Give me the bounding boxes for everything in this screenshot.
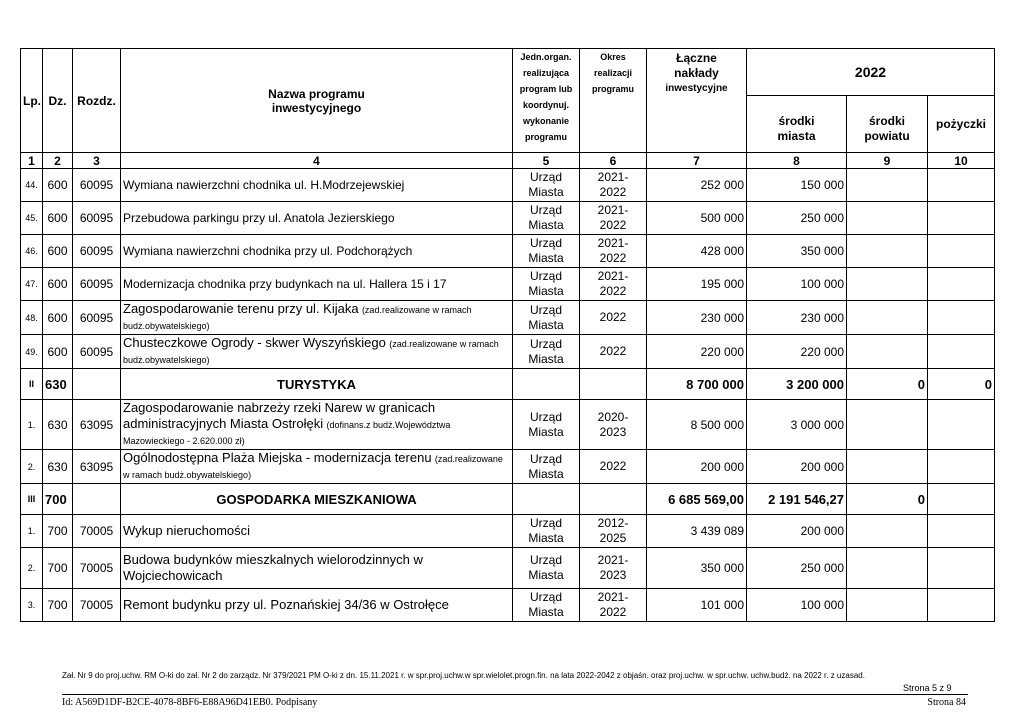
row-lp: 48. [21,301,43,335]
row-laczne: 8 700 000 [647,369,747,400]
row-lp: 49. [21,335,43,369]
row-name [121,400,513,450]
table-row [21,335,995,369]
row-dz: 600 [43,335,73,369]
row-okres: 2022 [580,335,647,369]
row-pozyczki [928,169,995,202]
program-note: (zad.realizowane w ramach budż.obywatelskiego) [123,339,499,365]
row-pozyczki [928,484,995,515]
row-pozyczki: 0 [928,369,995,400]
row-okres: 2021- 2023 [580,548,647,589]
program-name: Zagospodarowanie nabrzeży rzeki Narew w granicach administracyjnych Miasta Ostrołęki [123,400,436,431]
program-name: Wymiana nawierzchni chodnika przy ul. Podchorążych [123,243,413,258]
row-powiatu [847,301,928,335]
row-name [121,235,513,268]
table-row [21,235,995,268]
row-laczne: 350 000 [647,548,747,589]
table-row [21,202,995,235]
row-miasta: 3 200 000 [747,369,847,400]
row-unit: Urząd Miasta [513,202,580,235]
row-dz: 700 [43,589,73,622]
row-pozyczki [928,301,995,335]
row-unit: Urząd Miasta [513,235,580,268]
row-miasta: 350 000 [747,235,847,268]
row-rozdz: 60095 [73,268,121,301]
program-name: Przebudowa parkingu przy ul. Anatola Jezierskiego [123,210,395,225]
col-year: 2022 [747,49,995,96]
section-name: GOSPODARKA MIESZKANIOWA [121,484,513,515]
program-name: Remont budynku przy ul. Poznańskiej 34/36 w Ostrołęce [123,597,449,612]
table-row [21,301,995,335]
row-unit [513,369,580,400]
row-lp: 3. [21,589,43,622]
row-unit: Urząd Miasta [513,400,580,450]
col-pozyczki: pożyczki [928,96,995,153]
row-lp: III [21,484,43,515]
row-unit: Urząd Miasta [513,450,580,484]
row-lp: 2. [21,450,43,484]
investment-table [20,48,995,622]
row-pozyczki [928,202,995,235]
row-name [121,548,513,589]
col-srodki-miasta: środki miasta [747,96,847,153]
row-pozyczki [928,450,995,484]
row-powiatu: 0 [847,484,928,515]
col-rozdz: Rozdz. [73,49,121,153]
row-pozyczki [928,400,995,450]
row-laczne: 6 685 569,00 [647,484,747,515]
row-powiatu [847,400,928,450]
row-lp: 45. [21,202,43,235]
row-laczne: 428 000 [647,235,747,268]
row-laczne: 500 000 [647,202,747,235]
program-name: Zagospodarowanie terenu przy ul. Kijaka [123,301,359,316]
row-dz: 600 [43,301,73,335]
row-miasta: 200 000 [747,515,847,548]
row-okres: 2021- 2022 [580,235,647,268]
row-okres [580,369,647,400]
row-laczne: 252 000 [647,169,747,202]
row-rozdz [73,369,121,400]
section-row [21,369,995,400]
program-name: Wykup nieruchomości [123,523,251,538]
table-row [21,589,995,622]
row-dz: 700 [43,484,73,515]
row-powiatu [847,450,928,484]
row-powiatu [847,268,928,301]
row-pozyczki [928,515,995,548]
row-unit: Urząd Miasta [513,169,580,202]
row-rozdz: 60095 [73,169,121,202]
program-note: (zad.realizowane w ramach budż.obywatelskiego) [123,454,503,480]
section-row [21,484,995,515]
table-row [21,400,995,450]
row-lp: 47. [21,268,43,301]
row-okres: 2021- 2022 [580,169,647,202]
row-unit: Urząd Miasta [513,301,580,335]
table-row [21,169,995,202]
row-laczne: 230 000 [647,301,747,335]
program-note: (dofinans.z budż.Województwa Mazowieckiego - 2.620.000 zł) [123,420,451,446]
program-name: Budowa budynków mieszkalnych wielorodzinnych w Wojciechowicach [123,552,423,583]
row-miasta: 3 000 000 [747,400,847,450]
row-name [121,202,513,235]
row-rozdz: 70005 [73,589,121,622]
col-nazwa: Nazwa programu inwestycyjnego [121,49,513,153]
row-miasta: 250 000 [747,548,847,589]
row-dz: 630 [43,369,73,400]
col-lp: Lp. [21,49,43,153]
program-name: Wymiana nawierzchni chodnika ul. H.Modrzejewskiej [123,177,405,192]
row-laczne: 101 000 [647,589,747,622]
row-dz: 630 [43,450,73,484]
row-name [121,301,513,335]
row-okres: 2021- 2022 [580,268,647,301]
row-miasta: 200 000 [747,450,847,484]
col-srodki-powiatu: środki powiatu [847,96,928,153]
row-unit: Urząd Miasta [513,589,580,622]
row-dz: 600 [43,268,73,301]
row-miasta: 220 000 [747,335,847,369]
row-unit [513,484,580,515]
row-rozdz: 60095 [73,335,121,369]
row-rozdz: 63095 [73,400,121,450]
row-dz: 600 [43,235,73,268]
row-pozyczki [928,235,995,268]
col-okres: Okres realizacji programu [580,49,647,153]
row-okres: 2021- 2022 [580,202,647,235]
program-name: Chusteczkowe Ogrody - skwer Wyszyńskiego [123,335,386,350]
row-miasta: 100 000 [747,589,847,622]
row-name [121,169,513,202]
row-lp: 2. [21,548,43,589]
row-rozdz: 70005 [73,515,121,548]
row-lp: 1. [21,515,43,548]
footer-note: Zał. Nr 9 do proj.uchw. RM O-ki do zał. Nr 2 do zarządz. Nr 379/2021 PM O-ki z dn. 15.11.2021 r. w spr.proj.uchw.w spr.wielolet.progn.fin. na lata 2022-2042 z objaśn. oraz proj.uchw. w spr.uchw. uchw.budż. na 2022 r. z uzasad. [62,671,865,680]
row-miasta: 150 000 [747,169,847,202]
row-okres: 2022 [580,301,647,335]
row-dz: 700 [43,515,73,548]
row-rozdz: 70005 [73,548,121,589]
program-name: Modernizacja chodnika przy budynkach na ul. Hallera 15 i 17 [123,276,447,291]
row-powiatu [847,202,928,235]
row-powiatu: 0 [847,369,928,400]
row-unit: Urząd Miasta [513,268,580,301]
row-okres: 2020- 2023 [580,400,647,450]
row-rozdz: 60095 [73,202,121,235]
row-name [121,268,513,301]
col-dz: Dz. [43,49,73,153]
row-rozdz: 60095 [73,235,121,268]
page-counter: Strona 5 z 9 [903,683,952,693]
row-unit: Urząd Miasta [513,335,580,369]
table-row [21,268,995,301]
col-laczne: Łączne nakłady inwestycyjne [647,49,747,153]
table-row [21,450,995,484]
row-miasta: 2 191 546,27 [747,484,847,515]
row-rozdz: 60095 [73,301,121,335]
row-lp: 1. [21,400,43,450]
row-miasta: 100 000 [747,268,847,301]
table-row [21,548,995,589]
row-lp: 46. [21,235,43,268]
row-dz: 600 [43,169,73,202]
document-id: Id: A569D1DF-B2CE-4078-8BF6-E88A96D41EB0. Podpisany [62,697,318,708]
row-name [121,450,513,484]
row-okres: 2021- 2022 [580,589,647,622]
row-powiatu [847,548,928,589]
row-pozyczki [928,548,995,589]
row-dz: 700 [43,548,73,589]
program-note: (zad.realizowane w ramach budż.obywatelskiego) [123,305,472,331]
row-unit: Urząd Miasta [513,548,580,589]
row-laczne: 8 500 000 [647,400,747,450]
program-name: Ogólnodostępna Plaża Miejska - modernizacja terenu [123,450,432,465]
col-jedn: Jedn.organ. realizująca program lub koordynuj. wykonanie programu [513,49,580,153]
row-pozyczki [928,335,995,369]
footer-divider [62,694,968,695]
row-miasta: 250 000 [747,202,847,235]
row-pozyczki [928,589,995,622]
row-name [121,589,513,622]
section-name: TURYSTYKA [121,369,513,400]
row-laczne: 220 000 [647,335,747,369]
row-dz: 600 [43,202,73,235]
row-rozdz [73,484,121,515]
row-powiatu [847,515,928,548]
row-miasta: 230 000 [747,301,847,335]
row-powiatu [847,169,928,202]
row-unit: Urząd Miasta [513,515,580,548]
column-numbers-row: 1 2 3 4 5 6 7 8 9 10 [21,153,995,169]
row-lp: II [21,369,43,400]
row-okres: 2022 [580,450,647,484]
row-lp: 44. [21,169,43,202]
row-name [121,335,513,369]
table-row [21,515,995,548]
row-pozyczki [928,268,995,301]
row-powiatu [847,235,928,268]
row-okres [580,484,647,515]
row-powiatu [847,589,928,622]
page-number: Strona 84 [927,697,966,708]
row-laczne: 200 000 [647,450,747,484]
row-dz: 630 [43,400,73,450]
row-powiatu [847,335,928,369]
row-laczne: 195 000 [647,268,747,301]
row-rozdz: 63095 [73,450,121,484]
row-name [121,515,513,548]
row-okres: 2012- 2025 [580,515,647,548]
row-laczne: 3 439 089 [647,515,747,548]
